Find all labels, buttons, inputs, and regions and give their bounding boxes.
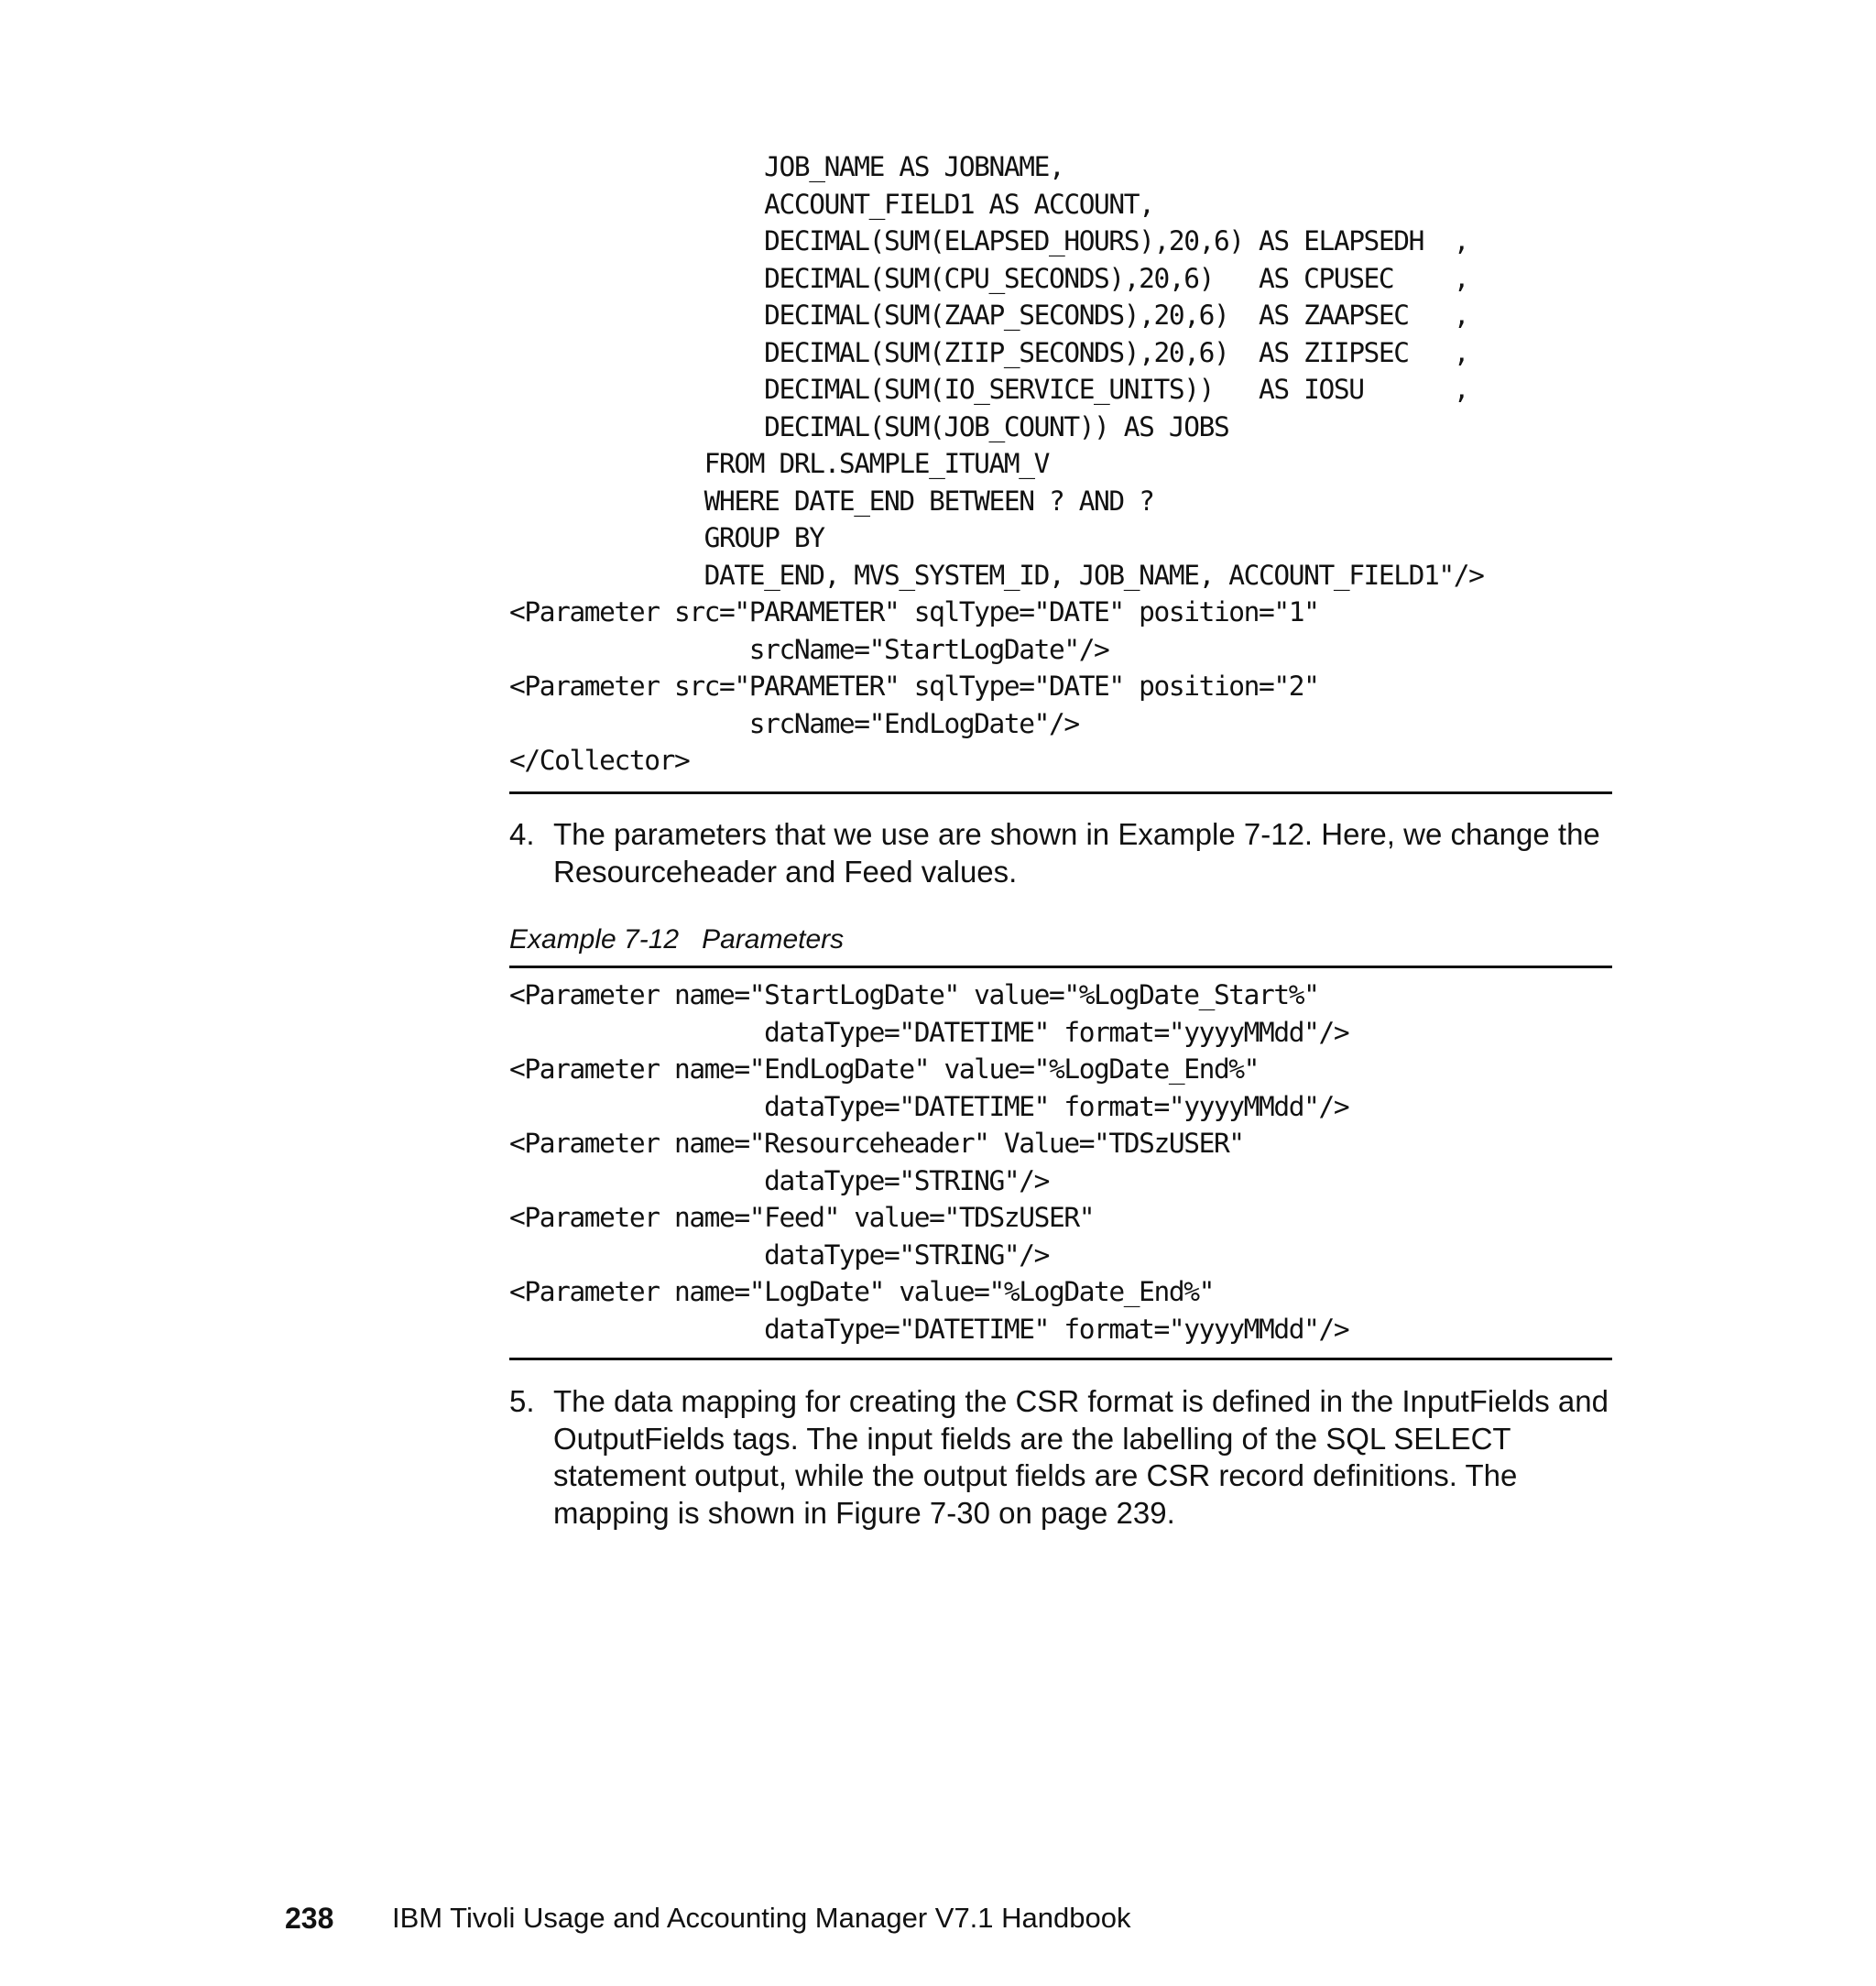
code-line: FROM DRL.SAMPLE_ITUAM_V <box>509 448 1049 479</box>
step-text: The parameters that we use are shown in Example 7-12. Here, we change the Resourceheader and Feed values. <box>553 817 1600 889</box>
code-line: GROUP BY <box>509 522 824 553</box>
example-bottom-rule <box>509 1358 1612 1360</box>
code-line: DECIMAL(SUM(ZAAP_SECONDS),20,6) AS ZAAPSEC , <box>509 300 1469 331</box>
code-line: <Parameter name="LogDate" value="%LogDate_End%" <box>509 1276 1214 1307</box>
code-line: dataType="DATETIME" format="yyyyMMdd"/> <box>509 1016 1349 1048</box>
step-number: 5. <box>509 1384 535 1418</box>
code-line: srcName="EndLogDate"/> <box>509 707 1079 739</box>
code-line: WHERE DATE_END BETWEEN ? AND ? <box>509 485 1154 517</box>
step-5-paragraph <box>509 1383 1612 1532</box>
code-line: DATE_END, MVS_SYSTEM_ID, JOB_NAME, ACCOUNT_FIELD1"/> <box>509 559 1484 591</box>
example-caption: Example 7-12 Parameters <box>509 924 845 955</box>
code-line: </Collector> <box>509 745 690 776</box>
code-line: <Parameter src="PARAMETER" sqlType="DATE" position="2" <box>509 671 1319 702</box>
code-line: DECIMAL(SUM(ZIIP_SECONDS),20,6) AS ZIIPSEC , <box>509 336 1469 368</box>
code-line: <Parameter name="StartLogDate" value="%LogDate_Start%" <box>509 979 1319 1010</box>
listing-bottom-rule <box>509 791 1612 794</box>
code-line: DECIMAL(SUM(CPU_SECONDS),20,6) AS CPUSEC , <box>509 262 1469 294</box>
code-line: DECIMAL(SUM(ELAPSED_HOURS),20,6) AS ELAPSEDH , <box>509 225 1469 256</box>
code-line: dataType="STRING"/> <box>509 1164 1049 1196</box>
code-line: dataType="DATETIME" format="yyyyMMdd"/> <box>509 1313 1349 1345</box>
code-line: dataType="STRING"/> <box>509 1239 1049 1271</box>
step-4-paragraph <box>509 816 1612 890</box>
page-number: 238 <box>285 1902 334 1935</box>
code-line: JOB_NAME AS JOBNAME, <box>509 151 1064 182</box>
code-line: ACCOUNT_FIELD1 AS ACCOUNT, <box>509 188 1154 220</box>
code-line: <Parameter name="Feed" value="TDSzUSER" <box>509 1202 1095 1233</box>
code-line: srcName="StartLogDate"/> <box>509 633 1109 665</box>
code-line: dataType="DATETIME" format="yyyyMMdd"/> <box>509 1090 1349 1122</box>
step-text: The data mapping for creating the CSR format is defined in the InputFields and OutputFields tags. The input fields are the labelling of the SQL SELECT statement output, while the output fields are CSR record definitions. The mapping is shown in Figure 7-30 on page 239. <box>553 1384 1609 1530</box>
book-title: IBM Tivoli Usage and Accounting Manager V7.1 Handbook <box>392 1902 1131 1934</box>
step-number: 4. <box>509 817 535 851</box>
code-line: DECIMAL(SUM(IO_SERVICE_UNITS)) AS IOSU , <box>509 374 1469 405</box>
code-line: <Parameter name="EndLogDate" value="%LogDate_End%" <box>509 1053 1260 1085</box>
code-line: DECIMAL(SUM(JOB_COUNT)) AS JOBS <box>509 410 1229 442</box>
example-top-rule <box>509 966 1612 968</box>
code-line: <Parameter name="Resourceheader" Value="TDSzUSER" <box>509 1128 1244 1159</box>
code-line: <Parameter src="PARAMETER" sqlType="DATE" position="1" <box>509 596 1319 627</box>
